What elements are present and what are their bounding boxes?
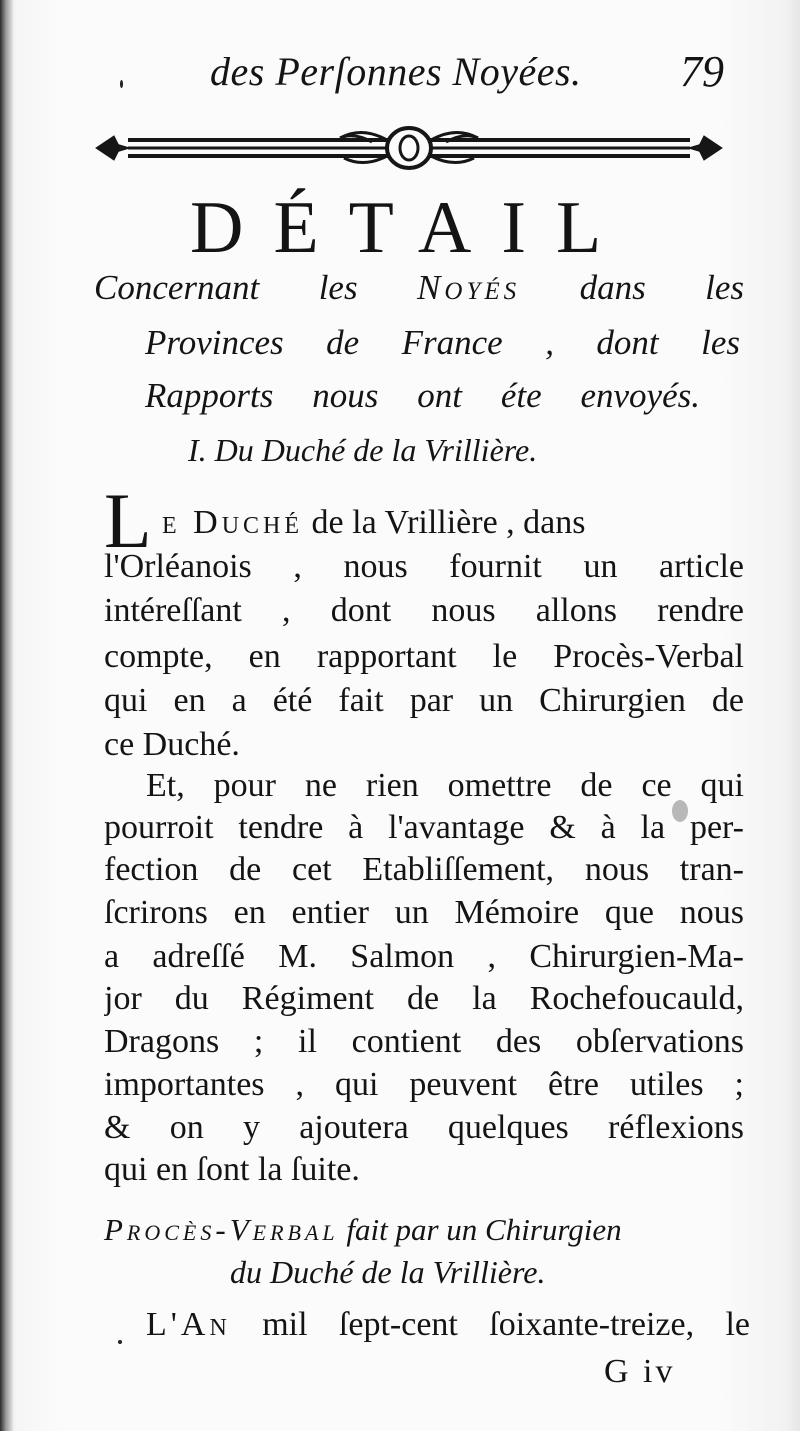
page-number: 79 [680, 47, 724, 96]
proces-verbal-heading-line-2: du Duché de la Vrillière. [230, 1254, 546, 1290]
paragraph-2-line-6: jor du Régiment de la Rochefoucauld, [104, 980, 744, 1017]
paragraph-2-line-5: a adreſſé M. Salmon , Chirurgien-Ma- [104, 938, 744, 975]
paragraph-2-line-10: qui en ſont la ſuite. [104, 1151, 360, 1188]
paragraph-2-line-1: Et, pour ne rien omettre de ce qui [146, 767, 744, 804]
proces-verbal-heading-line-1 [104, 1212, 749, 1248]
proces-verbal-suffix: fait par un Chirurgien [346, 1212, 622, 1247]
lead-in-caps: e Duché [162, 504, 304, 541]
paragraph-2-line-7: Dragons ; il contient des obſervations [104, 1023, 744, 1060]
paragraph-2-line-8: importantes , qui peuvent être utiles ; [104, 1066, 744, 1103]
decorative-rule-ornament [92, 118, 726, 180]
paragraph-2-line-3: fection de cet Etabliſſement, nous tran- [104, 851, 744, 888]
signature-mark: G iv [604, 1353, 676, 1390]
drop-cap: L [104, 477, 152, 564]
subtitle-noyes: Noyés [417, 268, 521, 307]
paragraph-1-line-1-text: de la Vrillière , dans [311, 504, 586, 541]
running-head: des Perſonnes Noyées. [210, 49, 582, 94]
paper-stain [672, 800, 688, 822]
section-heading: I. Du Duché de la Vrillière. [188, 432, 538, 468]
final-line-caps: L'An [146, 1306, 231, 1343]
paragraph-1-line-6: ce Duché. [104, 726, 240, 763]
paragraph-1-line-1 [162, 503, 744, 545]
subtitle-prefix: Concernant les [94, 268, 358, 307]
paragraph-2-line-4: ſcrirons en entier un Mémoire que nous [104, 894, 744, 931]
paragraph-2-line-2: pourroit tendre à l'avantage & à la per- [104, 809, 744, 846]
page-title: DÉTAIL [190, 187, 632, 269]
subtitle-line-2: Provinces de France , dont les [145, 323, 740, 362]
final-line [146, 1306, 750, 1344]
paragraph-1-line-2: l'Orléanois , nous fournit un article [104, 548, 744, 585]
proces-verbal-caps: Procès-Verbal [104, 1212, 339, 1247]
ink-speck [118, 1340, 122, 1344]
subtitle-suffix: dans les [579, 268, 745, 307]
paragraph-1-line-4: compte, en rapportant le Procès-Verbal [104, 638, 744, 675]
subtitle-line-1 [94, 268, 744, 308]
paragraph-1-line-5: qui en a été fait par un Chirurgien de [104, 682, 744, 719]
paragraph-2-line-9: & on y ajoutera quelques réflexions [104, 1109, 744, 1146]
paragraph-1-line-3: intéreſſant , dont nous allons rendre [104, 592, 744, 629]
subtitle-line-3: Rapports nous ont éte envoyés. [145, 376, 700, 415]
page-gutter-shadow [0, 0, 14, 1431]
ink-speck [120, 80, 123, 88]
final-line-text: mil ſept-cent ſoixante-treize, le [262, 1306, 751, 1343]
